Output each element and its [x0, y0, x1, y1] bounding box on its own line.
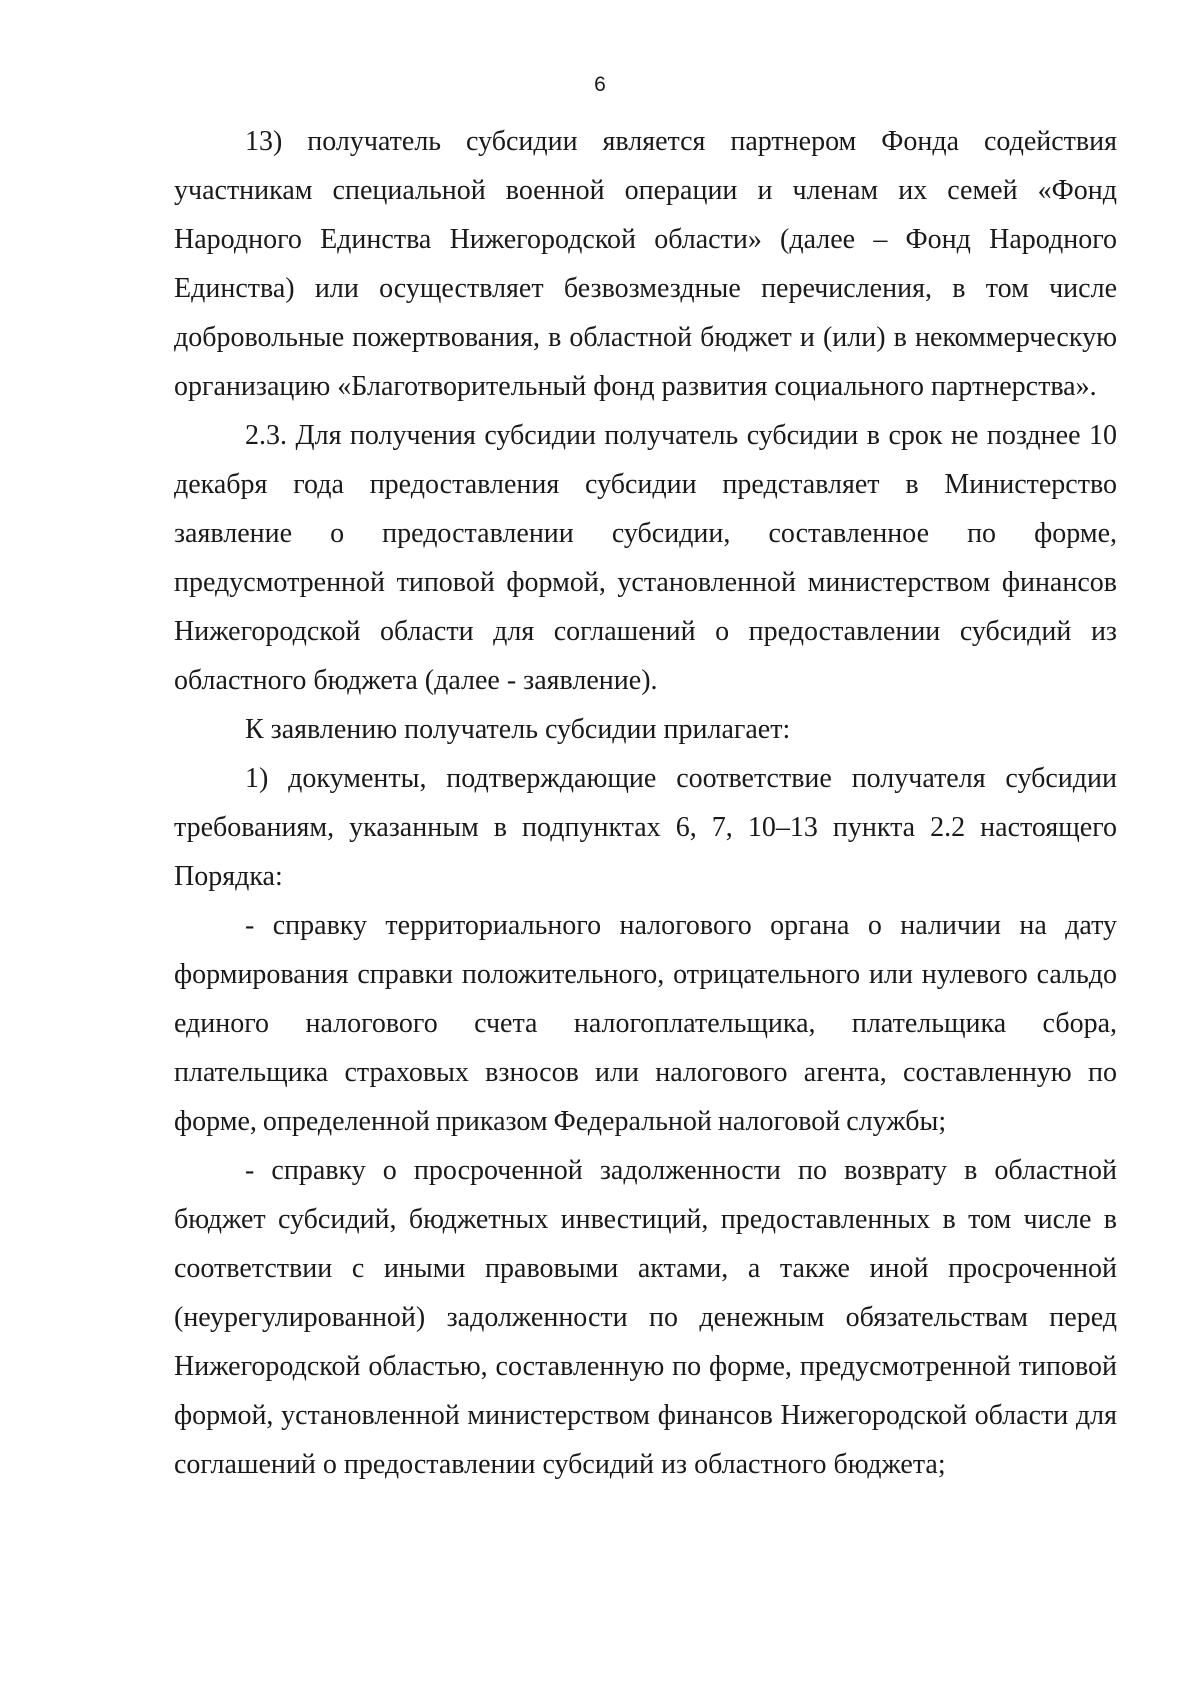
paragraph-overdue-debt-certificate: - справку о просроченной задолженности по возврату в областной бюджет субсидий, бюджетных инвестиций, предоставленных в том числе в соответствии с иными правовыми актами, а также иной просроченной (неурегулированной) задолженности по денежным обязательствам перед Нижегородской областью, составленную по форме, предусмотренной типовой формой, установленной министерством финансов Нижегородской области для соглашений о предоставлении субсидий из областного бюджета;	[174, 1155, 1117, 1480]
paragraph-item-13: 13) получатель субсидии является партнером Фонда содействия участникам специальной военной операции и членам их семей «Фонд Народного Единства Нижегородской области» (далее – Фонд Народного Единства) или осуществляет безвозмездные перечисления, в том числе добровольные пожертвования, в областной бюджет и (или) в некоммерческую организацию «Благотворительный фонд развития социального партнерства».	[174, 126, 1117, 402]
paragraph-attachments-intro: К заявлению получатель субсидии прилагает:	[245, 714, 791, 745]
page-number: 6	[594, 73, 606, 96]
paragraph-documents-list-item-1: 1) документы, подтверждающие соответствие получателя субсидии требованиям, указанным в подпунктах 6, 7, 10–13 пункта 2.2 настоящего Порядка:	[174, 763, 1117, 892]
document-body	[174, 117, 1117, 1489]
paragraph-clause-2-3: 2.3. Для получения субсидии получатель субсидии в срок не позднее 10 декабря года предоставления субсидии представляет в Министерство заявление о предоставлении субсидии, составленное по форме, предусмотренной типовой формой, установленной министерством финансов Нижегородской области для соглашений о предоставлении субсидий из областного бюджета (далее - заявление).	[174, 420, 1117, 696]
paragraph-tax-certificate: - справку территориального налогового органа о наличии на дату формирования справки положительного, отрицательного или нулевого сальдо единого налогового счета налогоплательщика, плательщика сбора, плательщика страховых взносов или налогового агента, составленную по форме, определенной приказом Федеральной налоговой службы;	[174, 910, 1117, 1137]
